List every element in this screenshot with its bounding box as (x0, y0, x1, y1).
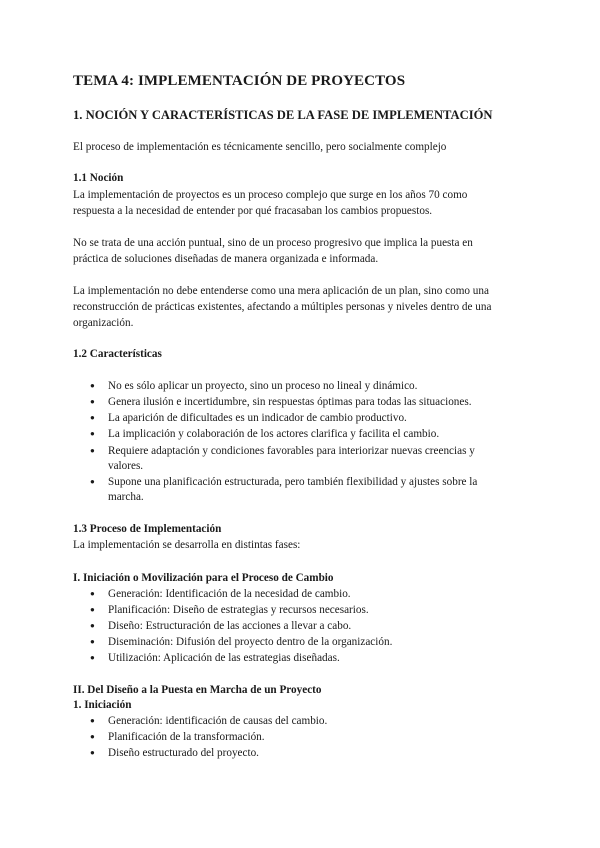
document-title: TEMA 4: IMPLEMENTACIÓN DE PROYECTOS (73, 73, 406, 89)
list-item-text: Generación: Identificación de la necesidad de cambio. (108, 588, 351, 600)
list-item-text: Requiere adaptación y condiciones favorables para interiorizar nuevas creencias y (108, 445, 475, 457)
subheading-proceso: 1.3 Proceso de Implementación (73, 523, 222, 535)
list-item-text-cont: marcha. (108, 491, 144, 503)
list-item-text: Diseño estructurado del proyecto. (108, 747, 259, 759)
list-item-text: Diseño: Estructuración de las acciones a llevar a cabo. (108, 620, 352, 632)
subheading-caracteristicas: 1.2 Características (73, 348, 162, 360)
subheading-fase1: I. Iniciación o Movilización para el Proceso de Cambio (73, 572, 334, 584)
bullet-icon: ● (90, 477, 95, 486)
list-item-text: Generación: identificación de causas del cambio. (108, 715, 328, 727)
nocion-p2-line1: No se trata de una acción puntual, sino de un proceso progresivo que implica la puesta en (73, 237, 473, 249)
list-item-text: Supone una planificación estructurada, pero también flexibilidad y ajustes sobre la (108, 476, 478, 488)
list-item-text: Diseminación: Difusión del proyecto dentro de la organización. (108, 636, 393, 648)
nocion-p1-line1: La implementación de proyectos es un proceso complejo que surge en los años 70 como (73, 189, 468, 201)
bullet-icon: ● (90, 429, 95, 438)
bullet-icon: ● (90, 637, 95, 646)
subheading-fase2: II. Del Diseño a la Puesta en Marcha de un Proyecto (73, 684, 322, 696)
list-item-text: La implicación y colaboración de los actores clarifica y facilita el cambio. (108, 428, 440, 440)
subheading-nocion: 1.1 Noción (73, 172, 124, 184)
bullet-icon: ● (90, 605, 95, 614)
nocion-p2-line2: práctica de soluciones diseñadas de manera organizada e informada. (73, 253, 379, 265)
bullet-icon: ● (90, 653, 95, 662)
bullet-icon: ● (90, 381, 95, 390)
section-heading-1: 1. NOCIÓN Y CARACTERÍSTICAS DE LA FASE DE IMPLEMENTACIÓN (73, 108, 493, 122)
bullet-icon: ● (90, 621, 95, 630)
list-item-text: Planificación de la transformación. (108, 731, 265, 743)
list-item-text-cont: valores. (108, 460, 144, 472)
list-item-text: Genera ilusión e incertidumbre, sin respuestas óptimas para todas las situaciones. (108, 396, 472, 408)
list-item-text: No es sólo aplicar un proyecto, sino un proceso no lineal y dinámico. (108, 380, 418, 392)
bullet-icon: ● (90, 716, 95, 725)
bullet-icon: ● (90, 589, 95, 598)
section-intro: El proceso de implementación es técnicamente sencillo, pero socialmente complejo (73, 141, 447, 153)
bullet-icon: ● (90, 413, 95, 422)
bullet-icon: ● (90, 446, 95, 455)
proceso-intro: La implementación se desarrolla en distintas fases: (73, 539, 301, 551)
nocion-p3-line1: La implementación no debe entenderse como una mera aplicación de un plan, sino como una (73, 285, 489, 297)
bullet-icon: ● (90, 397, 95, 406)
list-item-text: Utilización: Aplicación de las estrategias diseñadas. (108, 652, 340, 664)
nocion-p3-line2: reconstrucción de prácticas existentes, afectando a múltiples personas y niveles dentro de una (73, 301, 492, 313)
bullet-icon: ● (90, 748, 95, 757)
nocion-p1-line2: respuesta a la necesidad de entender por qué fracasaban los cambios propuestos. (73, 205, 433, 217)
list-item-text: Planificación: Diseño de estrategias y recursos necesarios. (108, 604, 369, 616)
nocion-p3-line3: organización. (73, 317, 134, 329)
bullet-icon: ● (90, 732, 95, 741)
list-item-text: La aparición de dificultades es un indicador de cambio productivo. (108, 412, 407, 424)
subheading-iniciacion: 1. Iniciación (73, 699, 132, 711)
